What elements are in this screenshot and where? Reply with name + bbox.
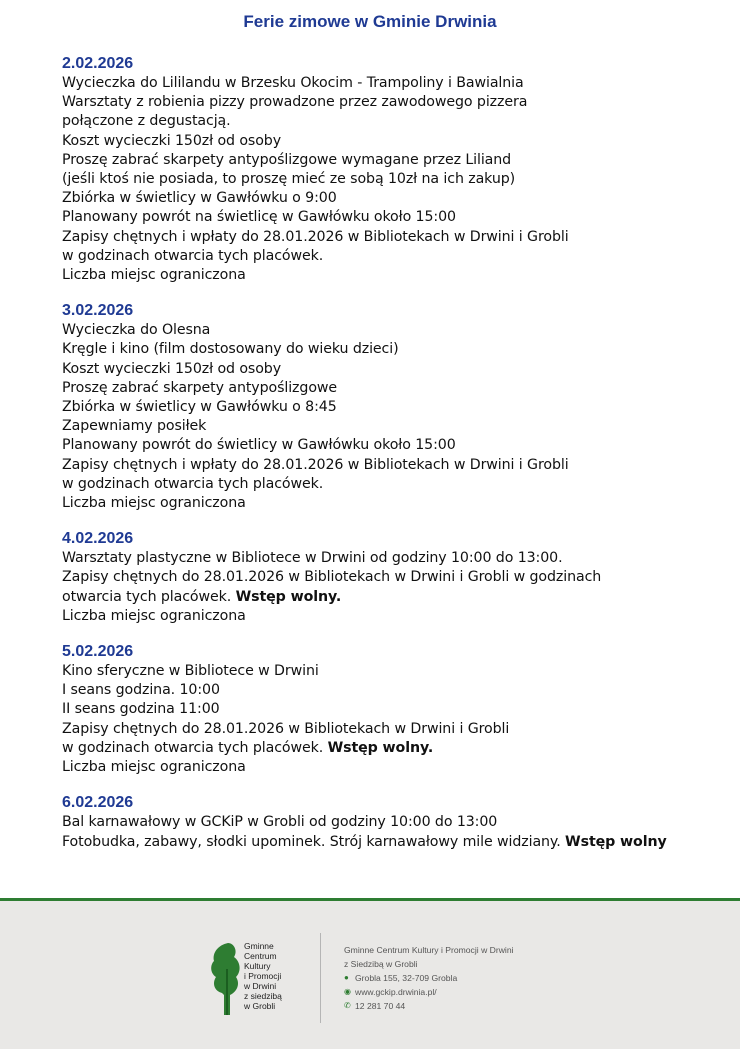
logo-line: Centrum [244, 951, 277, 961]
event-line [62, 112, 732, 131]
event-line [62, 170, 732, 189]
event-line [62, 588, 732, 607]
footer [0, 898, 740, 1049]
event-line-text: (jeśli ktoś nie posiada, to proszę mieć ze sobą 10zł na ich zakup) [62, 171, 516, 188]
event-line-text: Liczba miejsc ograniczona [62, 267, 246, 284]
event-line-text: Zapisy chętnych i wpłaty do 28.01.2026 w Bibliotekach w Drwini i Grobli [62, 456, 569, 473]
event-line-text: Proszę zabrać skarpety antypoślizgowe wymagane przez Liliand [62, 151, 512, 168]
website-link[interactable]: www.gckip.drwinia.pl/ [355, 987, 437, 997]
event-line [62, 813, 732, 832]
event-line-text: Planowany powrót do świetlicy w Gawłówku około 15:00 [62, 437, 456, 454]
contact-info [344, 943, 514, 1013]
event-line [62, 607, 732, 626]
event-line [62, 739, 732, 758]
gckip-logo [208, 939, 308, 1019]
free-entry-note: Wstęp wolny [565, 833, 667, 850]
event-line-text: w godzinach otwarcia tych placówek. [62, 739, 324, 756]
event-line-text: Koszt wycieczki 150zł od osoby [62, 132, 281, 149]
footer-divider [320, 933, 321, 1023]
event-section [62, 642, 732, 777]
event-section [62, 793, 732, 851]
event-line-text: Liczba miejsc ograniczona [62, 759, 246, 776]
org-name: Gminne Centrum Kultury i Promocji w Drwini [344, 945, 514, 955]
event-line-text: Wycieczka do Olesna [62, 322, 211, 339]
event-line-text: Warsztaty z robienia pizzy prowadzone przez zawodowego pizzera [62, 94, 528, 111]
phone-icon: ✆ [344, 1001, 351, 1010]
event-line-text: Zapisy chętnych do 28.01.2026 w Bibliotekach w Drwini i Grobli w godzinach [62, 569, 602, 586]
event-line-text: Fotobudka, zabawy, słodki upominek. Strój karnawałowy mile widziany. [62, 833, 561, 850]
event-line-text: Liczba miejsc ograniczona [62, 607, 246, 624]
event-line-text: w godzinach otwarcia tych placówek. [62, 247, 324, 264]
logo-line: Kultury [244, 961, 271, 971]
event-line-text: Bal karnawałowy w GCKiP w Grobli od godziny 10:00 do 13:00 [62, 814, 498, 831]
event-date: 2.02.2026 [62, 55, 134, 72]
event-line-text: Liczba miejsc ograniczona [62, 495, 246, 512]
event-line-text: Planowany powrót na świetlicę w Gawłówku około 15:00 [62, 209, 456, 226]
event-line [62, 208, 732, 227]
logo-wordmark [244, 941, 282, 1011]
event-line [62, 475, 732, 494]
event-line [62, 568, 732, 587]
logo-line: Gminne [244, 941, 274, 951]
event-line [62, 321, 732, 340]
logo-line: w Drwini [244, 981, 277, 991]
logo-line: w Grobli [244, 1001, 276, 1011]
event-section [62, 529, 732, 626]
event-line-text: Warsztaty plastyczne w Bibliotece w Drwini od godziny 10:00 do 13:00. [62, 550, 563, 567]
event-date: 6.02.2026 [62, 794, 134, 812]
event-line-text: Kręgle i kino (film dostosowany do wieku dzieci) [62, 341, 399, 358]
logo-line: z siedzibą [244, 991, 282, 1001]
event-line-text: Zbiórka w świetlicy w Gawłówku o 9:00 [62, 190, 337, 207]
event-section [62, 54, 732, 285]
event-line-text: II seans godzina 11:00 [62, 701, 220, 718]
event-line [62, 398, 732, 417]
address-text: Grobla 155, 32-709 Grobla [355, 973, 458, 983]
event-line-text: Zbiórka w świetlicy w Gawłówku o 8:45 [62, 399, 337, 416]
website-row[interactable] [344, 985, 514, 999]
event-line [62, 833, 732, 852]
event-line-text: Proszę zabrać skarpety antypoślizgowe [62, 379, 338, 396]
logo-line: i Promocji [244, 971, 282, 981]
event-line-text: Zapewniamy posiłek [62, 418, 207, 435]
event-line [62, 74, 732, 93]
page-title: Ferie zimowe w Gminie Drwinia [243, 12, 497, 31]
event-line [62, 266, 732, 285]
event-line [62, 93, 732, 112]
event-line-text: otwarcia tych placówek. [62, 588, 232, 605]
event-date: 4.02.2026 [62, 530, 134, 548]
event-line [62, 151, 732, 170]
event-date: 3.02.2026 [62, 302, 134, 320]
event-line [62, 360, 732, 379]
event-line-text: Koszt wycieczki 150zł od osoby [62, 360, 281, 377]
event-line [62, 417, 732, 436]
phone-row [344, 999, 514, 1013]
event-line [62, 720, 732, 739]
event-line [62, 662, 732, 681]
phone-text: 12 281 70 44 [355, 1001, 406, 1011]
event-line-text: I seans godzina. 10:00 [62, 682, 220, 699]
event-line-text: w godzinach otwarcia tych placówek. [62, 475, 324, 492]
free-entry-note: Wstęp wolny. [235, 588, 342, 605]
event-line-text: Kino sferyczne w Bibliotece w Drwini [62, 663, 319, 680]
events-list [62, 54, 732, 868]
event-line [62, 436, 732, 455]
event-line [62, 700, 732, 719]
event-section [62, 301, 732, 513]
event-line [62, 379, 732, 398]
tree-logo-icon [208, 939, 244, 1019]
location-pin-icon: ● [344, 973, 349, 982]
event-date: 5.02.2026 [62, 643, 134, 661]
event-line [62, 132, 732, 151]
event-line-text: Zapisy chętnych i wpłaty do 28.01.2026 w Bibliotekach w Drwini i Grobli [62, 228, 569, 245]
event-line [62, 758, 732, 777]
event-line [62, 456, 732, 475]
event-line [62, 494, 732, 513]
org-seat: z Siedzibą w Grobli [344, 959, 418, 969]
event-line [62, 340, 732, 359]
event-line-text: połączone z degustacją. [62, 113, 231, 130]
event-line [62, 189, 732, 208]
free-entry-note: Wstęp wolny. [327, 739, 434, 756]
event-line [62, 228, 732, 247]
event-line [62, 247, 732, 266]
globe-icon: ◉ [344, 987, 351, 996]
event-line [62, 549, 732, 568]
address-row [344, 971, 514, 985]
event-line-text: Wycieczka do Lililandu w Brzesku Okocim - Trampoliny i Bawialnia [62, 75, 524, 91]
event-line-text: Zapisy chętnych do 28.01.2026 w Bibliotekach w Drwini i Grobli [62, 720, 510, 737]
event-line [62, 681, 732, 700]
